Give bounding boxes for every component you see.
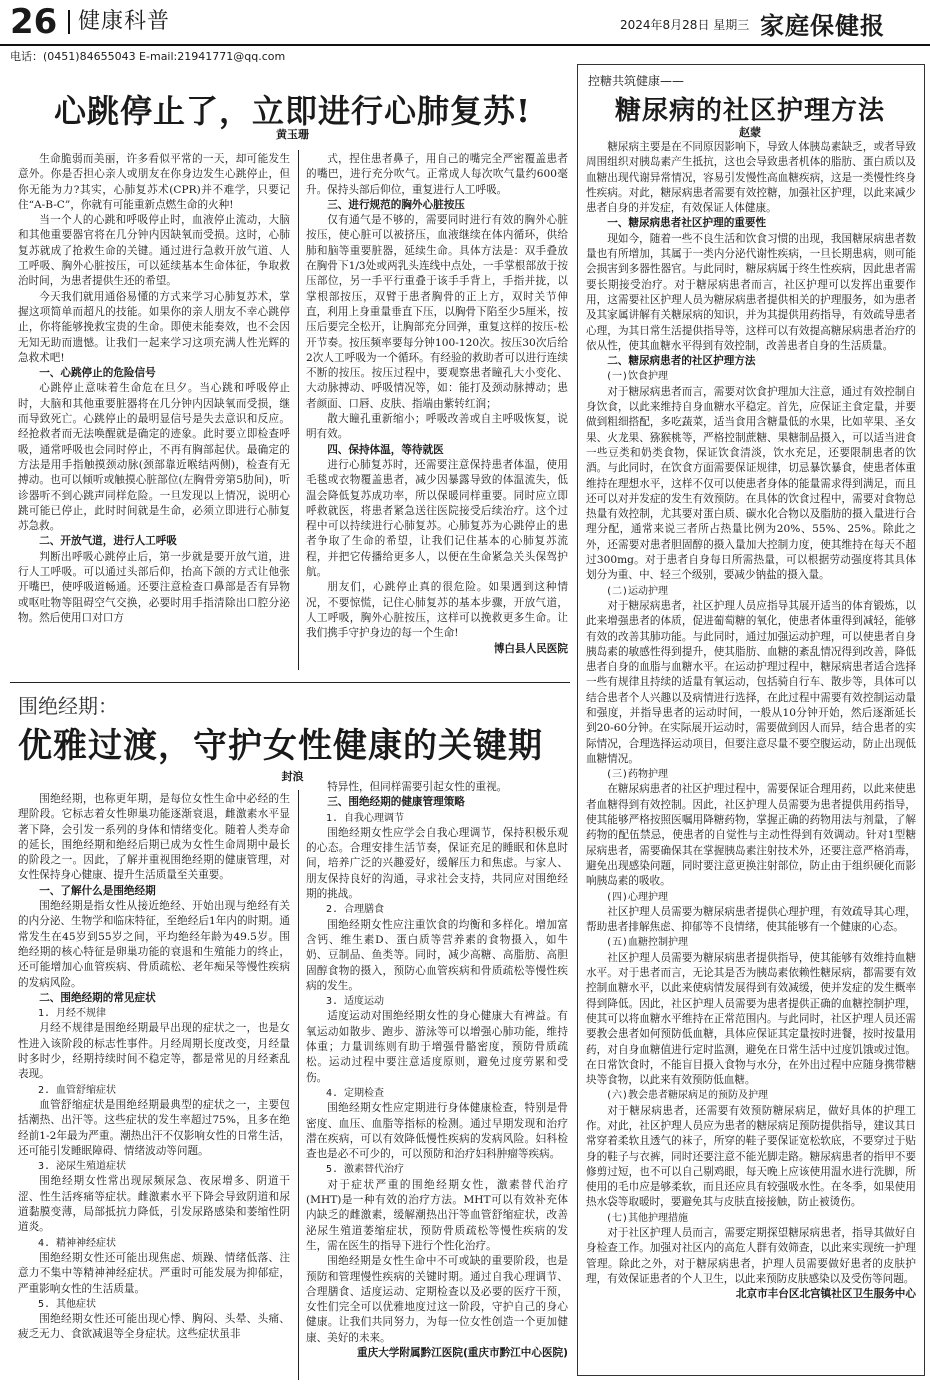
article3-body [586,140,916,1366]
subsection-heading: 5. 激素替代治疗 [326,1164,405,1176]
section-heading: 一、心跳停止的危险信号 [39,367,156,380]
author-affiliation: 重庆大学附属黔江医院(重庆市黔江中心医院) [357,1346,568,1359]
subsection-heading: 4. 精神神经症状 [38,1237,117,1249]
paragraph: 当一个人的心跳和呼吸停止时，血液停止流动，大脑和其他重要器官将在几分钟内因缺氧而受损。这时，心肺复苏就成了抢救生命的关键。通过进行急救开放气道、人工呼吸、胸外心脏按压，可以延续基本生命体征，争取救治时间，为患者提供生还的希望。 [18,214,290,288]
subsection-heading: (六)教会患者糖尿病足的预防及护理 [606,1090,769,1102]
article3-author: 赵蒙 [739,126,761,139]
article2-kicker: 围绝经期： [18,694,118,718]
subsection-heading: (五)血糖控制护理 [606,937,689,949]
paragraph: 围绝经期女性应注重饮食的均衡和多样化。增加富含钙、维生素D、蛋白质等营养素的食物摄入，如牛奶、豆制品、鱼类等。同时，减少高糖、高脂肪、高胆固醇食物的摄入，预防心血管疾病和骨质疏松等慢性疾病的发生。 [306,918,568,992]
subsection-heading: 2. 血管舒缩症状 [38,1084,117,1096]
section-heading: 二、围绝经期的常见症状 [39,991,156,1004]
paragraph: 对于社区护理人员而言，需要定期探望糖尿病患者，指导其做好自身检查工作。加强对社区内的高危人群有效筛查，以此来实现统一护理管理。除此之外，对于糖尿病患者，护理人员需要做好患者的皮肤护理，有效保证患者的个人卫生，以此来预防皮肤感染以及受伤等问题。 [586,1227,916,1285]
subsection-heading: 2. 合理膳食 [326,904,385,916]
subsection-heading: (七)其他护理措施 [606,1212,689,1224]
section-title: 健康科普 [78,9,171,34]
paragraph: 糖尿病主要是在不同原因影响下，导致人体胰岛素缺乏，或者导致周围组织对胰岛素产生抵抗，这也会导致患者机体的脂肪、蛋白质以及血糖出现代谢异常情况，容易引发慢性高血糖疾病，这是一类慢性终身性疾病。对此，糖尿病患者需要有效控糖，加强社区护理，以此来减少患者自身的并发症，有效保证人体健康。 [586,141,916,215]
section-heading: 四、保持体温，等待就医 [327,443,444,456]
section-heading: 二、开放气道，进行人工呼吸 [39,535,177,548]
paragraph: 生命脆弱而美丽，许多看似平常的一天，却可能发生意外。你是否担心亲人或朋友在你身边发生心跳停止，但你无能为力?其实，心肺复苏术(CPR)并不难学，只要记住“A-B-C”，你就有可能重新点燃生命的火种! [18,153,290,211]
paragraph: 在糖尿病患者的社区护理过程中，需要保证合理用药，以此来使患者血糖得到有效控制。因此，社区护理人员需要为患者提供用药指导，使其能够严格按照医嘱用降糖药物，掌握正确的药物用法与剂量，了解药物的配伍禁忌，使患者的自觉性与主动性得到有效调动。针对1型糖尿病患者，需要确保其在掌握胰岛素注射技术外，还要注意严格消毒，避免出现感染问题，同时要注意更换注射部位，防止由于组织硬化而影响胰岛素的吸收。 [586,783,916,888]
paragraph: 心跳停止意味着生命危在旦夕。当心跳和呼吸停止时，大脑和其他重要脏器将在几分钟内因缺氧而受损，继而导致死亡。心跳停止的最明显信号是失去意识和反应。经抢救者而无法唤醒就是确定的迹象。此时要立即检查呼吸，通常呼吸也会同时停止，不再有胸部起伏。最确定的方法是用手指触摸颈动脉(颈部靠近喉结两侧)，检查有无搏动。也可以倾听或触摸心脏部位(左胸骨旁第5肋间)，听诊器听不到心跳声同样危险。一旦发现以上情况，说明心跳可能已停止，此时时间就是生命，必须立即进行心肺复苏急救。 [18,382,290,533]
article1-author: 黄玉珊 [276,128,309,141]
paragraph: 进行心肺复苏时，还需要注意保持患者体温，使用毛毯或衣物覆盖患者，减少因暴露导致的体温流失，低温会降低复苏成功率，所以保暖同样重要。同时应立即呼救就医，将患者紧急送往医院接受后续治疗。这个过程中可以持续进行心肺复苏。心肺复苏为心跳停止的患者争取了生命的希望，让我们记住基本的心肺复苏流程，并把它传播给更多人，以便在生命紧急关头保驾护航。 [306,458,568,579]
paragraph: 围绝经期女性常出现尿频尿急、夜尿增多、阴道干涩、性生活疼痛等症状。雌激素水平下降会导致阴道和尿道黏膜变薄，局部抵抗力降低，引发尿路感染和萎缩性阴道炎。 [18,1175,290,1234]
subsection-heading: 5. 其他症状 [38,1298,97,1310]
header-divider [68,10,70,34]
paragraph: 血管舒缩症状是围绝经期最典型的症状之一，主要包括潮热、出汗等。这些症状的发生率超过75%，且多在绝经前1-2年最为严重。潮热出汗不仅影响女性的日常生活，还可能引发睡眠障碍、情绪波动等问题。 [18,1098,290,1157]
section-heading: 三、进行规范的胸外心脏按压 [327,198,465,211]
paragraph: 散大瞳孔重新缩小；呼吸改善或自主呼吸恢复，说明有效。 [306,413,568,441]
subsection-heading: (四)心理护理 [606,891,669,903]
article2-column-2 [306,780,568,1380]
paragraph: 月经不规律是围绝经期最早出现的症状之一，也是女性进入该阶段的标志性事件。月经周期长度改变，月经量时多时少，经期持续时间不稳定等，都是常见的月经紊乱表现。 [18,1022,290,1081]
paragraph: 现如今，随着一些不良生活和饮食习惯的出现，我国糖尿病患者数量也有所增加，其属于一类内分泌代谢性疾病，一旦长期患病，则可能会损害到多器性器官。与此同时，糖尿病属于终生性疾病，因此患者需要长期接受治疗。对于糖尿病患者而言，社区护理可以发挥出重要作用，这需要社区护理人员为糖尿病患者提供相关的护理服务，如为患者及其家属讲解有关糖尿病的知识，并为其提供用药指导，有效疏导患者心理，为其日常生活提供指导等，这样可以有效提高糖尿病患者治疗的依从性，使其血糖水平得到有效控制，改善患者自身的生活质量。 [586,232,916,352]
paragraph: 适度运动对围绝经期女性的身心健康大有裨益。有氧运动如散步、跑步、游泳等可以增强心肺功能，维持体重；力量训练则有助于增强骨骼密度，预防骨质疏松。运动过程中要注意适度原则，避免过度劳累和受伤。 [306,1010,568,1084]
page-number: 26 [10,2,58,42]
article2-title: 优雅过渡，守护女性健康的关键期 [18,726,543,766]
subsection-heading: (二)运动护理 [606,585,669,597]
contact-line: 电话：(0451)84655043 E-mail:21941771@qq.com [10,50,286,63]
paragraph: 社区护理人员需要为糖尿病患者提供指导，使其能够有效维持血糖水平。对于患者而言，无论其是否为胰岛素依赖性糖尿病，都需要有效控制血糖水平，以此来使病情发展得到有效减缓，使并发症的发生概率得到降低。因此，社区护理人员需要为患者提供正确的血糖控制护理，使其可以将血糖水平维持在正常范围内。与此同时，社区护理人员还需要教会患者如何预防低血糖，具体应保证其定量按时进餐，按时按量用药，对自身血糖值进行定时监测，避免在日常生活中过度饥饿或过饱。在日常饮食时，不能盲目摄入食物与水分，在外出过程中应随身携带糖块等食物，以此来有效预防低血糖。 [586,951,916,1087]
subsection-heading: 3. 泌尿生殖道症状 [38,1161,127,1173]
paragraph: 围绝经期是指女性从接近绝经、开始出现与绝经有关的内分泌、生物学和临床特征，至绝经后1年内的时期。通常发生在45岁到55岁之间，平均绝经年龄为49.5岁。围绝经期的核心特征是卵巢功能的衰退和生殖能力的终止，还可能增加心血管疾病、骨质疏松、老年痴呆等慢性疾病的发病风险。 [18,900,290,989]
newspaper-name: 家庭保健报 [760,11,885,40]
section-heading: 一、了解什么是围绝经期 [39,884,156,897]
paragraph: 对于症状严重的围绝经期女性，激素替代治疗(MHT)是一种有效的治疗方法。MHT可以有效补充体内缺乏的雌激素，缓解潮热出汗等血管舒缩症状，改善泌尿生殖道萎缩症状，预防骨质疏松等慢性疾病的发生，需在医生的指导下进行个性化治疗。 [306,1178,568,1252]
section-heading: 二、糖尿病患者的社区护理方法 [607,355,756,368]
article1-column-2 [306,152,568,672]
paragraph: 围绝经期女性还可能出现心悸、胸闷、头晕、头痛、疲乏无力、食欲减退等全身症状。这些症状虽非 [18,1313,290,1341]
paragraph: 围绝经期女性还可能出现焦虑、烦躁、情绪低落、注意力不集中等精神神经症状。严重时可能发展为抑郁症，严重影响女性的生活质量。 [18,1251,290,1295]
paragraph: 围绝经期女性应学会自我心理调节，保持积极乐观的心态。合理安排生活节奏，保证充足的睡眠和休息时间，培养广泛的兴趣爱好，缓解压力和焦虑。与家人、朋友保持良好的沟通，寻求社会支持，共同应对围绝经期的挑战。 [306,826,568,901]
paragraph: 仅有通气是不够的，需要同时进行有效的胸外心脏按压，使心脏可以被挤压，血液继续在体内循环，供给肺和脑等重要脏器，延续生命。具体方法是：双手叠放在胸骨下1/3处或两乳头连线中点处，一手掌根部放于按压部位，另一手平行重叠于该手手背上，手指并拢，以掌根部按压，双臂于患者胸骨的正上方，双时关节伸直，利用上身重量垂直下压，以胸骨下陷至少5厘米，按压后要完全松开，让胸部充分回弹，重复这样的按压-松开节奏。按压频率要每分钟100-120次。按压30次后给2次人工呼吸为一个循环。有经验的救助者可以进行连续不断的按压。按压过程中，要观察患者瞳孔大小变化、大动脉搏动、呼吸情况等，如：能打及颈动脉搏动；患者颜面、口唇、皮肤、指端由紫转红润； [306,214,568,410]
issue-date: 2024年8月28日 星期三 [620,18,750,32]
paragraph: 围绝经期是女性生命中不可或缺的重要阶段，也是预防和管理慢性疾病的关键时期。通过自我心理调节、合理膳食、适度运动、定期检查以及必要的医疗干预，女性们完全可以优雅地度过这一阶段，守护自己的身心健康。让我们共同努力，为每一位女性创造一个更加健康、美好的未来。 [306,1255,568,1344]
article3-title: 糖尿病的社区护理方法 [614,96,885,126]
paragraph: 围绝经期，也称更年期，是每位女性生命中必经的生理阶段。它标志着女性卵巢功能逐渐衰退，雌激素水平显著下降，会引发一系列的身体和情绪变化。随着人类寿命的延长，围绝经期和绝经后期已成为女性生命周期中最长的阶段之一。因此，了解并重视围绝经期的健康管理，对女性保持身心健康、提升生活质量至关重要。 [18,793,290,882]
section-heading: 一、糖尿病患者社区护理的重要性 [607,217,767,230]
paragraph: 式，捏住患者鼻子，用自己的嘴完全严密覆盖患者的嘴巴，进行充分吹气。正常成人每次吹气量约600毫升。保持头部后仰位，重复进行人工呼吸。 [306,153,568,196]
paragraph: 对于糖尿病患者，还需要有效预防糖尿病足，做好具体的护理工作。对此，社区护理人员应为患者的糖尿病足预防提供指导，建议其日常穿着柔软且透气的袜子，所穿的鞋子要保证宽松软底，不要穿过于贴身的鞋子与衣裤，同时还要注意不能光脚走路。糖尿病患者的指甲不要修剪过短，也不可以自己剔鸡眼，每天晚上应该使用温水进行洗脚，所使用的毛巾应是够柔软，而且还应具有较强吸水性。在冬季，如果使用热水袋等取暖时，要避免其与皮肤直接接触，防止被烫伤。 [586,1104,916,1209]
paragraph: 对于糖尿病患者，社区护理人员应指导其展开适当的体育锻炼，以此来增强患者的体质，促进葡萄糖的氧化，使患者体重得到减轻，能够有效的改善其肺功能。与此同时，通过加强运动护理，可以使患者自身胰岛素的敏感性得到提升，使其脂肪、血糖的紊乱情况得到改善，降低患者自身的血脂与血糖水平。在运动护理过程中，糖尿病患者适合选择一些有规律且持续的适量有氧运动，包括骑自行车、散步等，具体可以结合患者个人兴趣以及病情进行选择，在此过程中需要有效控制运动量和强度，并指导患者的运动时间，一般从10分钟开始，然后逐渐延长到20-60分钟。在实际展开运动时，需要做到因人而异，结合患者的实际情况，合理选择运动项目，但要注意尽量不要空腹运动，防止出现低血糖情况。 [586,599,916,765]
article3-kicker: 控糖共筑健康—— [588,74,685,88]
subsection-heading: (一)饮食护理 [606,371,669,383]
subsection-heading: (三)药物护理 [606,769,669,781]
paragraph: 特异性，但同样需要引起女性的重视。 [327,781,508,793]
paragraph: 朋友们，心跳停止真的很危险。如果遇到这种情况，不要惊慌，记住心肺复苏的基本步骤，开放气道，人工呼吸，胸外心脏按压，这样可以挽救更多生命。让我们携手守护身边的每一个生命! [306,581,568,640]
column-rule [298,790,299,1380]
article-separator [10,682,570,683]
paragraph: 社区护理人员需要为糖尿病患者提供心理护理，有效疏导其心理，帮助患者排解焦虑、抑郁等不良情绪，使其能够有一个健康的心态。 [586,905,916,934]
author-affiliation: 北京市丰台区北宫镇社区卫生服务中心 [735,1288,916,1301]
article1-title: 心跳停止了，立即进行心肺复苏! [53,92,532,130]
paragraph: 对于糖尿病患者而言，需要对饮食护理加大注意，通过有效控制自身饮食，以此来维持自身血糖水平稳定。首先，应保证主食定量，并要做到粗细搭配，多吃蔬菜，适当食用含糖量低的水果，比如苹果、圣女果、火龙果、猕猴桃等，严格控制蔗糖、果糖制品摄入，可以适当进食一些豆类和奶类食物，保证饮食清淡，饮水充足，还要限制患者的饮酒。与此同时，在饮食方面需要保证规律，切忌暴饮暴食，使患者体重维持在理想水平，这样不仅可以使患者身体的能量需求得到满足，而且还可以对并发症的发生有效预防。在具体的饮食过程中，需要对食物总热量有效控制，尤其要对蛋白质、碳水化合物以及脂肪的摄入量进行合理分配，通常来说三者所占热量比例为20%、55%、25%。除此之外，还需要对患者胆固醇的摄入量加大控制力度，使其维持在每天不超过300mg。对于患者自身每日所需热量，可以根据劳动强度将其具体划分为重、中、轻三个级别，要减少钠盐的摄入量。 [586,385,916,582]
paragraph: 今天我们就用通俗易懂的方式来学习心肺复苏术，掌握这项简单而超凡的技能。如果你的亲人朋友不幸心跳停止，你将能够挽救宝贵的生命。即使未能奏效，也不会因无知无助而遗憾。让我们一起来学习这项充满人性光辉的急救术吧! [18,290,290,364]
author-affiliation: 博白县人民医院 [493,642,568,655]
subsection-heading: 4. 定期检查 [326,1087,385,1099]
subsection-heading: 3. 适度运动 [326,996,385,1008]
article2-column-1 [18,792,290,1382]
paragraph: 围绝经期女性应定期进行身体健康检查，特别是骨密度、血压、血脂等指标的检测。通过早期发现和治疗潜在疾病，可以有效降低慢性疾病的发病风险。妇科检查也是必不可少的，可以预防和治疗妇科肿瘤等疾病。 [306,1102,568,1161]
paragraph: 判断出呼吸心跳停止后，第一步就是要开放气道，进行人工呼吸。可以通过头部后仰，抬高下颌的方式让他张开嘴巴，使呼吸道畅通。还要注意检查口鼻部是否有异物或呕吐物等阻碍空气交换，必要时用手指清除出口腔分泌物。然后使用口对口方 [18,550,290,624]
section-heading: 三、围绝经期的健康管理策略 [327,796,465,809]
subsection-heading: 1. 自我心理调节 [326,812,405,824]
article2-author: 封浪 [281,770,304,783]
subsection-heading: 1. 月经不规律 [38,1008,107,1020]
article1-column-1 [18,152,290,672]
column-rule [298,150,299,670]
